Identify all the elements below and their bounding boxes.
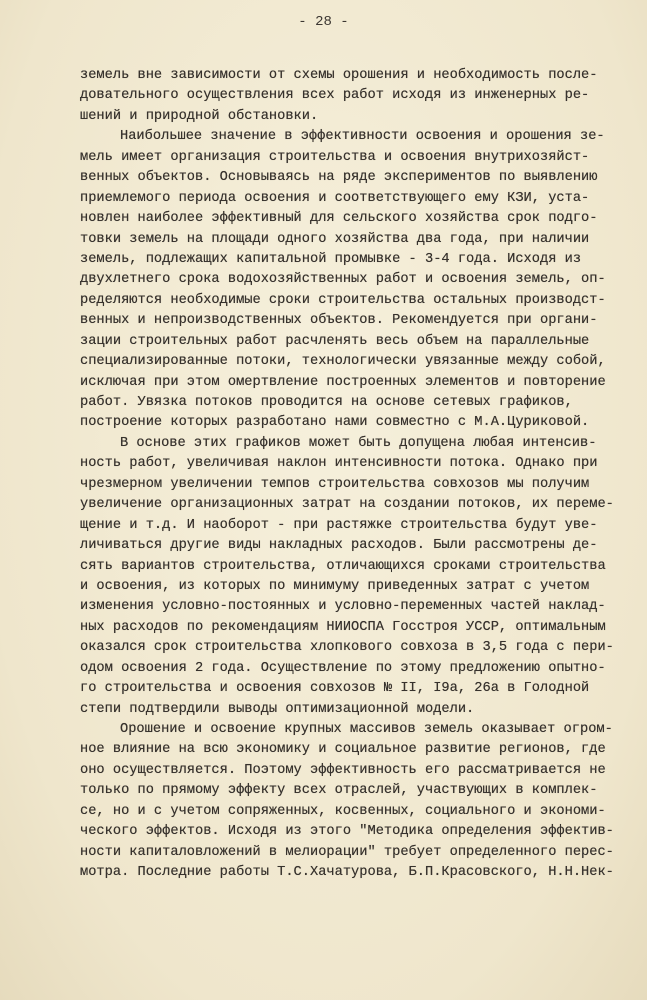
text-line: личиваться другие виды накладных расходов. Были рассмотрены де- — [80, 538, 598, 554]
text-line: венных и непроизводственных объектов. Рекомендуется при органи- — [80, 313, 598, 329]
text-line: мотра. Последние работы Т.С.Хачатурова, Б.П.Красовского, Н.Н.Нек- — [80, 865, 614, 881]
text-line: двухлетнего срока водохозяйственных работ и освоения земель, оп- — [80, 272, 606, 288]
text-line: оно осуществляется. Поэтому эффективность его рассматривается не — [80, 762, 606, 778]
text-line: ределяются необходимые сроки строительства остальных производст- — [80, 292, 606, 308]
text-line: ных расходов по рекомендациям НИИОСПА Госстроя УССР, оптимальным — [80, 619, 606, 635]
text-line: земель, подлежащих капитальной промывке - 3-4 года. Исходя из — [80, 251, 582, 267]
paragraph-first-line: Орошение и освоение крупных массивов земель оказывает огром- — [120, 722, 613, 737]
text-line: мель имеет организация строительства и освоения внутрихозяйст- — [80, 149, 590, 165]
text-line: новлен наиболее эффективный для сельского хозяйства срок подго- — [80, 211, 598, 227]
text-line: работ. Увязка потоков проводится на основе сетевых графиков, — [80, 395, 573, 410]
text-line: и освоения, из которых по минимуму приведенных затрат с учетом — [80, 578, 590, 594]
text-line: специализированные потоки, технологически увязанные между собой, — [80, 354, 606, 370]
text-line: довательного осуществления всех работ исходя из инженерных ре- — [80, 88, 590, 104]
text-line: товки земель на площади одного хозяйства два года, при наличии — [80, 231, 590, 247]
page-number: - 28 - — [298, 14, 349, 30]
text-line: оказался срок строительства хлопкового совхоза в 3,5 года с пери- — [80, 640, 614, 656]
text-line: сять вариантов строительства, отличающихся сроками строительства — [80, 558, 606, 574]
text-line: шений и природной обстановки. — [80, 108, 319, 124]
text-line: приемлемого периода освоения и соответствующего ему КЗИ, уста- — [80, 190, 590, 206]
text-line: только по прямому эффекту всех отраслей, участвующих в комплек- — [80, 783, 598, 799]
text-line: се, но и с учетом сопряженных, косвенных, социального и экономи- — [80, 803, 606, 819]
text-line: ное влияние на всю экономику и социальное развитие регионов, где — [80, 742, 606, 758]
text-line: ности капиталовложений в мелиорации" требует определенного перес- — [80, 844, 614, 860]
text-line: степи подтвердили выводы оптимизационной модели. — [80, 701, 475, 717]
text-line: го строительства и освоения совхозов № II, I9а, 26а в Голодной — [80, 681, 590, 697]
document-body — [80, 66, 620, 884]
text-line: чрезмерном увеличении темпов строительства совхозов мы получим — [80, 476, 590, 492]
text-line: зации строительных работ расчленять весь объем на параллельные — [80, 333, 590, 349]
text-line: щение и т.д. И наоборот - при растяжке строительства будут уве- — [80, 517, 598, 533]
text-line: венных объектов. Основываясь на ряде экспериментов по выявлению — [80, 170, 598, 186]
text-line: исключая при этом омертвление построенных элементов и повторение — [80, 374, 606, 390]
text-line: построение которых разработано нами совместно с М.А.Цуриковой. — [80, 415, 590, 431]
paragraph-first-line: В основе этих графиков может быть допущена любая интенсив- — [120, 435, 597, 451]
text-line: изменения условно-постоянных и условно-переменных частей наклад- — [80, 599, 606, 615]
text-line: увеличение организационных затрат на создании потоков, их переме- — [80, 497, 614, 513]
text-line: земель вне зависимости от схемы орошения и необходимость после- — [80, 68, 598, 83]
text-line: ность работ, увеличивая наклон интенсивности потока. Однако при — [80, 456, 598, 472]
paragraph-first-line: Наибольшее значение в эффективности освоения и орошения зе- — [120, 129, 605, 145]
text-line: одом освоения 2 года. Осуществление по этому предложению опытно- — [80, 660, 606, 676]
text-line: ческого эффектов. Исходя из этого "Методика определения эффектив- — [80, 824, 614, 840]
